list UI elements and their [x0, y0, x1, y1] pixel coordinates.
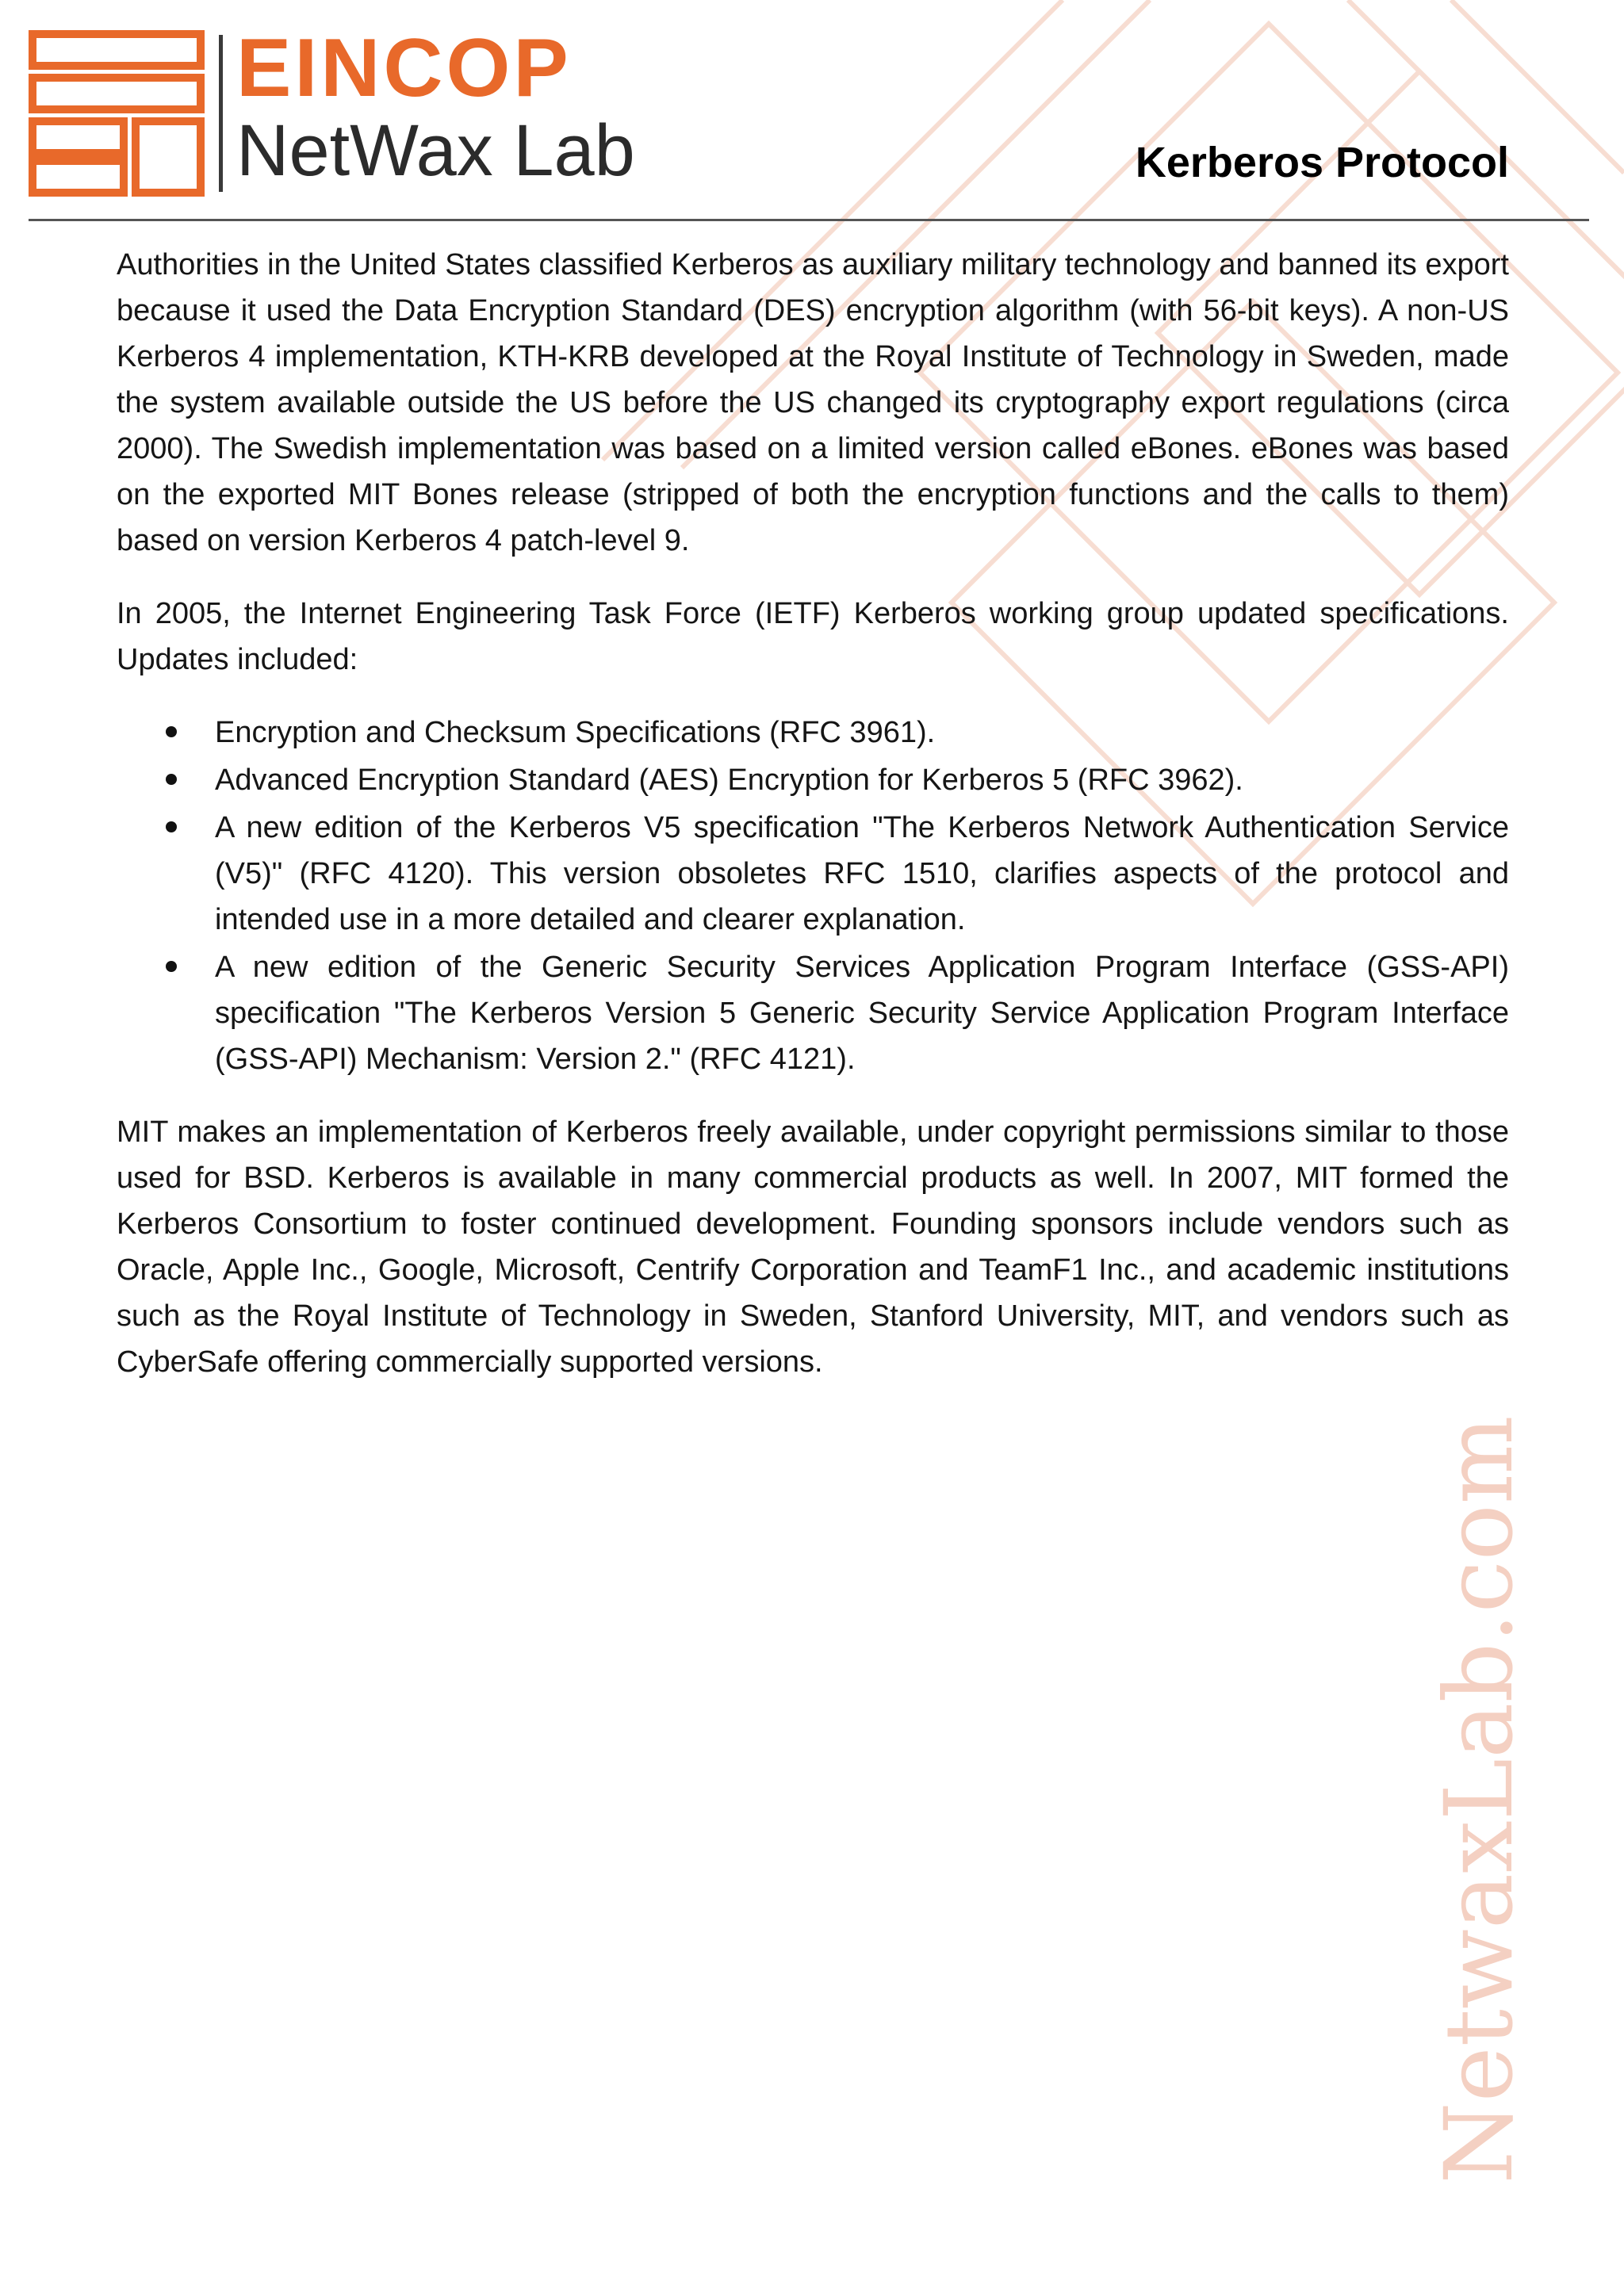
list-item	[117, 805, 1509, 943]
logo-subtitle-text: NetWax Lab	[236, 110, 635, 191]
updates-list	[117, 710, 1509, 1082]
document-body	[117, 242, 1509, 1412]
list-item-text: Advanced Encryption Standard (AES) Encryption for Kerberos 5 (RFC 3962).	[215, 763, 1243, 797]
list-item-text: A new edition of the Generic Security Services Application Program Interface (GSS-API) specification "The Kerberos Version 5 Generic Security Service Application Program Interface (GSS-API) Mechanism: Version 2." (RFC 4121).	[215, 951, 1509, 1076]
header-divider	[29, 219, 1589, 221]
list-item-text: A new edition of the Kerberos V5 specification "The Kerberos Network Authentication Service (V5)" (RFC 4120). This version obsoletes RFC 1510, clarifies aspects of the protocol and intended use in a more detailed and clearer explanation.	[215, 811, 1509, 936]
page-title: Kerberos Protocol	[1135, 139, 1509, 186]
eincop-logo-icon	[29, 30, 205, 197]
list-item-text: Encryption and Checksum Specifications (RFC 3961).	[215, 716, 936, 749]
logo-divider	[219, 35, 223, 192]
paragraph-ietf-updates: In 2005, the Internet Engineering Task Force (IETF) Kerberos working group updated specifications. Updates included:	[117, 597, 1509, 676]
bullet-icon	[166, 774, 177, 785]
list-item	[117, 944, 1509, 1082]
watermark	[1348, 1403, 1610, 2196]
list-item	[117, 757, 1509, 803]
bullet-icon	[166, 821, 177, 832]
bullet-icon	[166, 961, 177, 972]
paragraph-mit-implementation: MIT makes an implementation of Kerberos freely available, under copyright permissions similar to those used for BSD. Kerberos is available in many commercial products as well. In 2007, MIT formed the Kerberos Consortium to foster continued development. Founding sponsors include vendors such as Oracle, Apple Inc., Google, Microsoft, Centrify Corporation and TeamF1 Inc., and academic institutions such as the Royal Institute of Technology in Sweden, Stanford University, MIT, and vendors such as CyberSafe offering commercially supported versions.	[117, 1115, 1509, 1379]
page-header	[0, 0, 1624, 230]
paragraph-export-history: Authorities in the United States classified Kerberos as auxiliary military technology and banned its export because it used the Data Encryption Standard (DES) encryption algorithm (with 56-bit keys). A non-US Kerberos 4 implementation, KTH-KRB developed at the Royal Institute of Technology in Sweden, made the system available outside the US before the US changed its cryptography export regulations (circa 2000). The Swedish implementation was based on a limited version called eBones. eBones was based on the exported MIT Bones release (stripped of both the encryption functions and the calls to them) based on version Kerberos 4 patch-level 9.	[117, 248, 1509, 557]
list-item	[117, 710, 1509, 756]
logo-brand-text: EINCOP	[236, 22, 572, 114]
bullet-icon	[166, 726, 177, 737]
watermark-text: NetwaxLab.com	[1424, 1415, 1534, 2184]
